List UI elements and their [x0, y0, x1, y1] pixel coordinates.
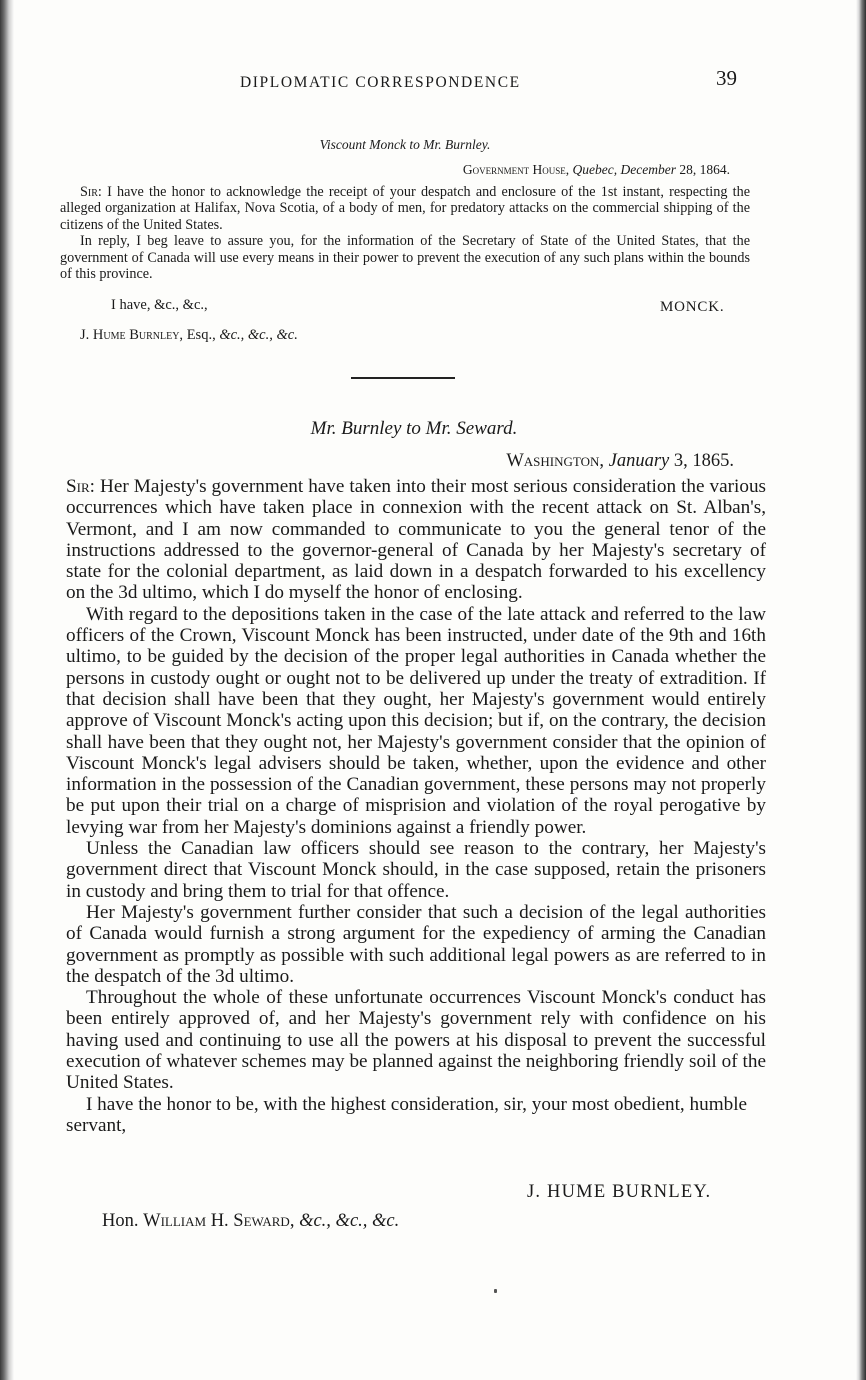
letter2-addressee: [102, 1211, 399, 1232]
letter2-salutation: Sir:: [66, 476, 96, 497]
letter1-body: [60, 184, 750, 282]
letter1-addressee-etc: &c., &c., &c.: [219, 327, 298, 343]
letter2-paragraph-2: With regard to the depositions taken in the case of the late attack and referred to the law officers of the Crown, Viscount Monck has been instructed, under date of the 9th and 16th ultimo, to be guided by the decision of the proper legal authorities in Canada whether the persons in custody ought or ought not to be delivered up under the treaty of extradition. If that decision shall have been that they ought, her Majesty's government would entirely approve of Viscount Monck's acting upon this decision; but if, on the contrary, the decision shall have been that they ought not, her Majesty's government consider that the opinion of Viscount Monck's legal advisers should be taken, whether, upon the evidence and other information in the possession of the Canadian government, these persons may not properly be put upon their trial on a charge of misprision and violation of the royal perogative by levying war from her Majesty's dominions against a friendly power.: [66, 603, 766, 838]
letter1-addressee-esq: Esq.,: [186, 327, 216, 343]
letter1-dateline-month: December: [620, 162, 676, 177]
letter2-addressee-prefix: Hon.: [102, 1211, 139, 1231]
letter1-dateline-rest: 28, 1864.: [679, 162, 730, 177]
letter1-paragraph-1: [60, 184, 750, 233]
letter1-title: Viscount Monck to Mr. Burnley.: [319, 137, 491, 152]
letter2-paragraph-5: Throughout the whole of these unfortunate occurrences Viscount Monck's conduct has been entirely approved of, and her Majesty's government rely with confidence on his having used and continuing to use all the powers at his disposal to prevent the successful execution of whatever schemes may be planned against the neighboring friendly soil of the United States.: [66, 987, 766, 1094]
scan-edge-right: [856, 0, 866, 1380]
letter2-addressee-etc: &c., &c., &c.: [299, 1211, 400, 1231]
scan-speck: [494, 1289, 497, 1293]
letter2-paragraph-6: I have the honor to be, with the highest consideration, sir, your most obedient, humble servant,: [66, 1093, 748, 1136]
running-head: DIPLOMATIC CORRESPONDENCE: [240, 74, 521, 91]
letter1-addressee: [80, 327, 298, 344]
letter2-para1-text: Her Majesty's government have taken into their most serious consideration the various occurrences which have taken place in connexion with the recent attack on St. Alban's, Vermont, and I am now commanded to communicate to you the general tenor of the instructions addressed to the governor-general of Canada by her Majesty's secretary of state for the colonial department, as laid down in a despatch forwarded to his excellency on the 3d ultimo, which I do myself the honor of enclosing.: [66, 476, 767, 604]
letter1-closing: I have, &c., &c.,: [111, 297, 208, 313]
letter2-paragraph-4: Her Majesty's government further consider that such a decision of the legal authorities of Canada would furnish a strong argument for the expediency of arming the Canadian government as promptly as possible with such additional legal powers as are referred to in the despatch of the 3d ultimo.: [66, 901, 766, 987]
letter1-dateline-city: Quebec,: [572, 162, 618, 177]
letter2-dateline-month: January: [608, 451, 670, 471]
page-number: 39: [716, 66, 737, 90]
letter1-dateline-place: Government House,: [462, 162, 570, 177]
letter2-paragraph-3: Unless the Canadian law officers should see reason to the contrary, her Majesty's government direct that Viscount Monck should, in the case supposed, retain the prisoners in custody and bring them to trial for that offence.: [66, 838, 766, 902]
letter2-body: [66, 476, 766, 1136]
letter1-signature: MONCK.: [660, 299, 725, 315]
letter2-title: Mr. Burnley to Mr. Seward.: [310, 418, 518, 439]
letter1-salutation: Sir:: [80, 184, 102, 200]
letter1-addressee-name: J. Hume Burnley,: [80, 327, 184, 343]
letter2-paragraph-1: [66, 476, 766, 604]
letter2-dateline-rest: 3, 1865.: [673, 451, 734, 471]
letter2-dateline: [80, 451, 734, 472]
scan-binding-edge-left: [0, 0, 14, 1380]
letter1-para1-text: I have the honor to acknowledge the receipt of your despatch and enclosure of the 1st instant, respecting the alleged organization at Halifax, Nova Scotia, of a body of men, for predatory attacks on the commercial shipping of the citizens of the United States.: [60, 184, 750, 233]
letter1-dateline: [80, 162, 730, 178]
letter1-paragraph-2: In reply, I beg leave to assure you, for the information of the Secretary of State of the United States, that the government of Canada will use every means in their power to prevent the execution of any such plans within the bounds of this province.: [60, 233, 750, 283]
section-divider: [351, 377, 455, 379]
letter2-addressee-name: William H. Seward,: [143, 1211, 295, 1231]
letter2-signature: J. HUME BURNLEY.: [527, 1182, 712, 1202]
letter2-dateline-place: Washington,: [506, 451, 604, 471]
